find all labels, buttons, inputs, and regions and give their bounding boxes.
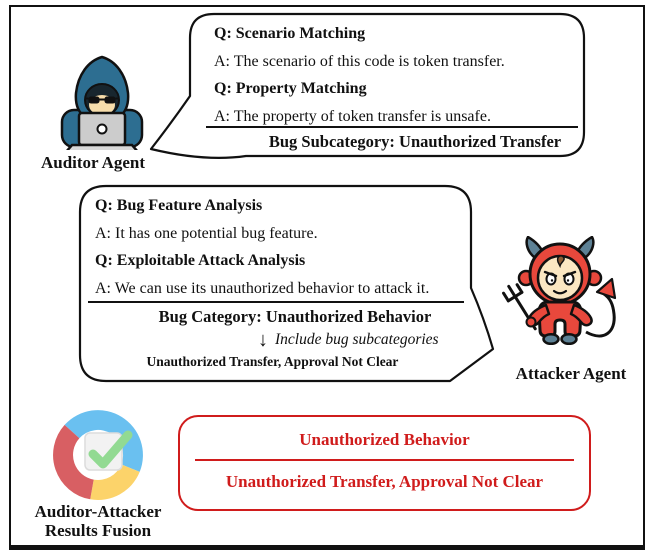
- attacker-bubble-subcategories: Unauthorized Transfer, Approval Not Clear: [146, 354, 399, 369]
- attacker-agent-label: Attacker Agent: [515, 364, 627, 383]
- auditor-agent-label: Auditor Agent: [40, 153, 146, 172]
- attacker-q1: Q: Bug Feature Analysis: [95, 197, 263, 214]
- auditor-bubble-text: [214, 20, 576, 130]
- auditor-bubble-conclusion: Bug Subcategory: Unauthorized Transfer: [268, 132, 562, 151]
- attacker-a2: A: We can use its unauthorized behavior to attack it.: [95, 279, 430, 297]
- attacker-agent-icon: [500, 236, 620, 358]
- auditor-a2: A: The property of token transfer is unsafe.: [214, 107, 491, 125]
- auditor-q2: Q: Property Matching: [214, 80, 367, 97]
- fusion-subcategories: Unauthorized Transfer, Approval Not Clear: [225, 472, 544, 491]
- devil-hand: [527, 318, 536, 327]
- fusion-label-line2: Results Fusion: [44, 521, 152, 540]
- devil-foot-left: [544, 334, 559, 344]
- attacker-bubble-text: [95, 192, 467, 302]
- include-subcategories-row: [258, 330, 439, 350]
- fusion-label-line1: Auditor-Attacker: [34, 502, 162, 521]
- attacker-bubble-conclusion: Bug Category: Unauthorized Behavior: [158, 307, 432, 326]
- include-subcategories-note: Include bug subcategories: [275, 331, 439, 348]
- fusion-box-divider: [195, 459, 574, 461]
- auditor-bubble-divider: [206, 126, 578, 128]
- auditor-agent-icon: [52, 55, 152, 150]
- auditor-a1: A: The scenario of this code is token transfer.: [214, 52, 505, 70]
- fusion-donut-icon: [48, 405, 148, 505]
- down-arrow-icon: ↓: [258, 329, 268, 351]
- fusion-label: [17, 502, 179, 540]
- devil-foot-right: [562, 334, 577, 344]
- fusion-result-box: [178, 415, 591, 511]
- fusion-category: Unauthorized Behavior: [299, 430, 470, 449]
- attacker-bubble-divider: [88, 301, 464, 303]
- attacker-q2: Q: Exploitable Attack Analysis: [95, 252, 306, 269]
- auditor-q1: Q: Scenario Matching: [214, 25, 366, 42]
- attacker-a1: A: It has one potential bug feature.: [95, 224, 318, 242]
